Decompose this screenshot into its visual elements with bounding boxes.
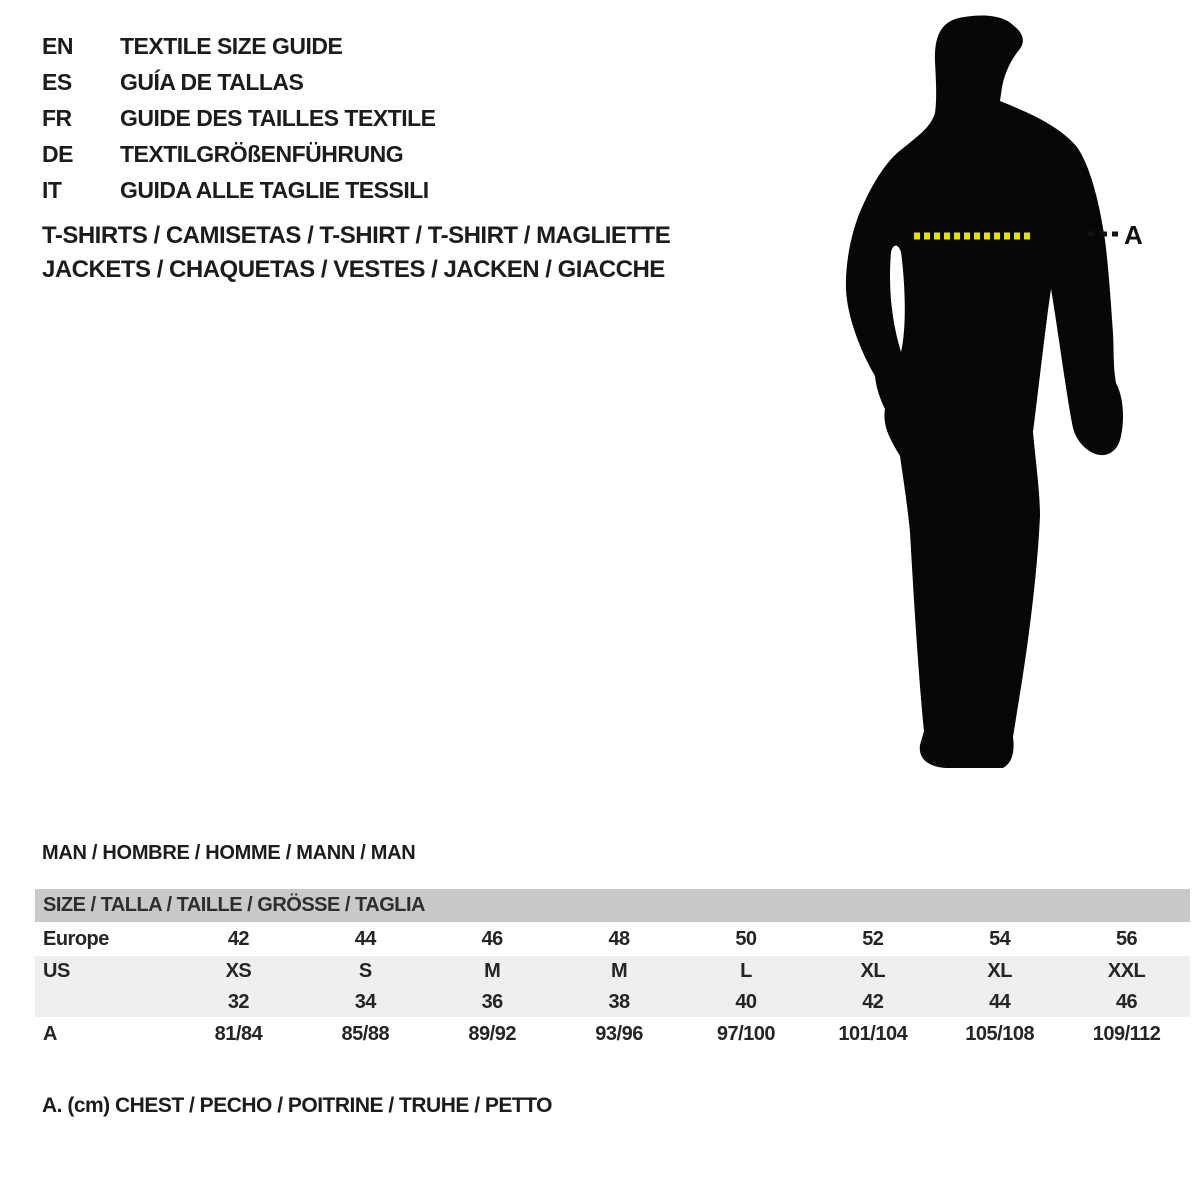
size-value-cell: 85/88 [341, 1023, 390, 1045]
size-value-cell: 44 [354, 927, 376, 950]
row-label: US [43, 960, 70, 982]
language-title-list [42, 28, 436, 208]
language-title: GUÍA DE TALLAS [120, 68, 304, 95]
measurement-footnote: A. (cm) CHEST / PECHO / POITRINE / TRUHE / PETTO [42, 1094, 553, 1117]
man-silhouette-svg [830, 0, 1200, 800]
size-table-body [35, 922, 1190, 1052]
size-value-cell: 40 [735, 990, 757, 1013]
section-title: MAN / HOMBRE / HOMME / MANN / MAN [42, 842, 416, 864]
language-code: ES [42, 68, 72, 95]
language-title: TEXTILE SIZE GUIDE [120, 32, 343, 59]
size-value-cell: 109/112 [1092, 1023, 1161, 1045]
size-table-header: SIZE / TALLA / TAILLE / GRÖSSE / TAGLIA [35, 889, 1190, 922]
size-value-cell: 42 [227, 927, 250, 950]
language-code: IT [42, 176, 62, 203]
language-code: EN [42, 32, 73, 59]
size-value-cell: XL [987, 960, 1012, 982]
size-value-cell: 44 [989, 990, 1011, 1013]
size-value-cell: 56 [1115, 927, 1138, 950]
size-value-cell: XS [225, 960, 252, 982]
man-silhouette [846, 15, 1123, 768]
language-row-fr [42, 100, 436, 136]
table-row [35, 987, 1190, 1017]
size-value-cell: 48 [608, 927, 630, 950]
size-value-cell: 54 [989, 927, 1011, 950]
size-value-cell: 105/108 [965, 1023, 1035, 1045]
size-value-cell: XXL [1107, 960, 1146, 982]
size-value-cell: 38 [608, 990, 630, 1013]
language-title: GUIDE DES TAILLES TEXTILE [120, 104, 436, 131]
man-silhouette-figure [830, 0, 1200, 800]
language-row-en [42, 28, 436, 64]
row-label: A [43, 1023, 57, 1045]
size-value-cell: 46 [1115, 990, 1138, 1013]
table-row [35, 922, 1190, 956]
size-value-cell: 52 [862, 927, 884, 950]
size-value-cell: 97/100 [716, 1023, 776, 1045]
measure-label-a: A [1124, 220, 1143, 250]
language-row-es [42, 64, 436, 100]
size-value-cell: 101/104 [838, 1023, 908, 1045]
language-row-it [42, 172, 436, 208]
language-title: TEXTILGRÖßENFÜHRUNG [120, 140, 404, 167]
size-value-cell: 89/92 [468, 1023, 516, 1045]
size-value-cell: XL [860, 960, 886, 982]
size-value-cell: 36 [481, 990, 503, 1013]
size-value-cell: M [610, 960, 628, 982]
language-title: GUIDA ALLE TAGLIE TESSILI [120, 176, 429, 203]
size-value-cell: 32 [227, 990, 250, 1013]
language-code: DE [42, 140, 73, 167]
size-value-cell: 34 [354, 990, 376, 1013]
size-value-cell: 46 [481, 927, 503, 950]
language-row-de [42, 136, 436, 172]
size-value-cell: 93/96 [595, 1023, 643, 1045]
size-value-cell: M [484, 960, 501, 982]
row-label: Europe [43, 927, 109, 950]
language-code: FR [42, 104, 72, 131]
category-list [42, 219, 670, 287]
table-row [35, 1017, 1190, 1052]
size-value-cell: 50 [735, 927, 757, 950]
size-value-cell: 42 [862, 990, 884, 1013]
category-line-2: JACKETS / CHAQUETAS / VESTES / JACKEN / GIACCHE [42, 256, 665, 283]
size-value-cell: L [740, 960, 752, 982]
table-row [35, 956, 1190, 987]
size-value-cell: S [358, 960, 372, 982]
size-table [35, 889, 1190, 1052]
size-value-cell: 81/84 [214, 1023, 263, 1045]
category-line-1: T-SHIRTS / CAMISETAS / T-SHIRT / T-SHIRT / MAGLIETTE [42, 222, 671, 249]
